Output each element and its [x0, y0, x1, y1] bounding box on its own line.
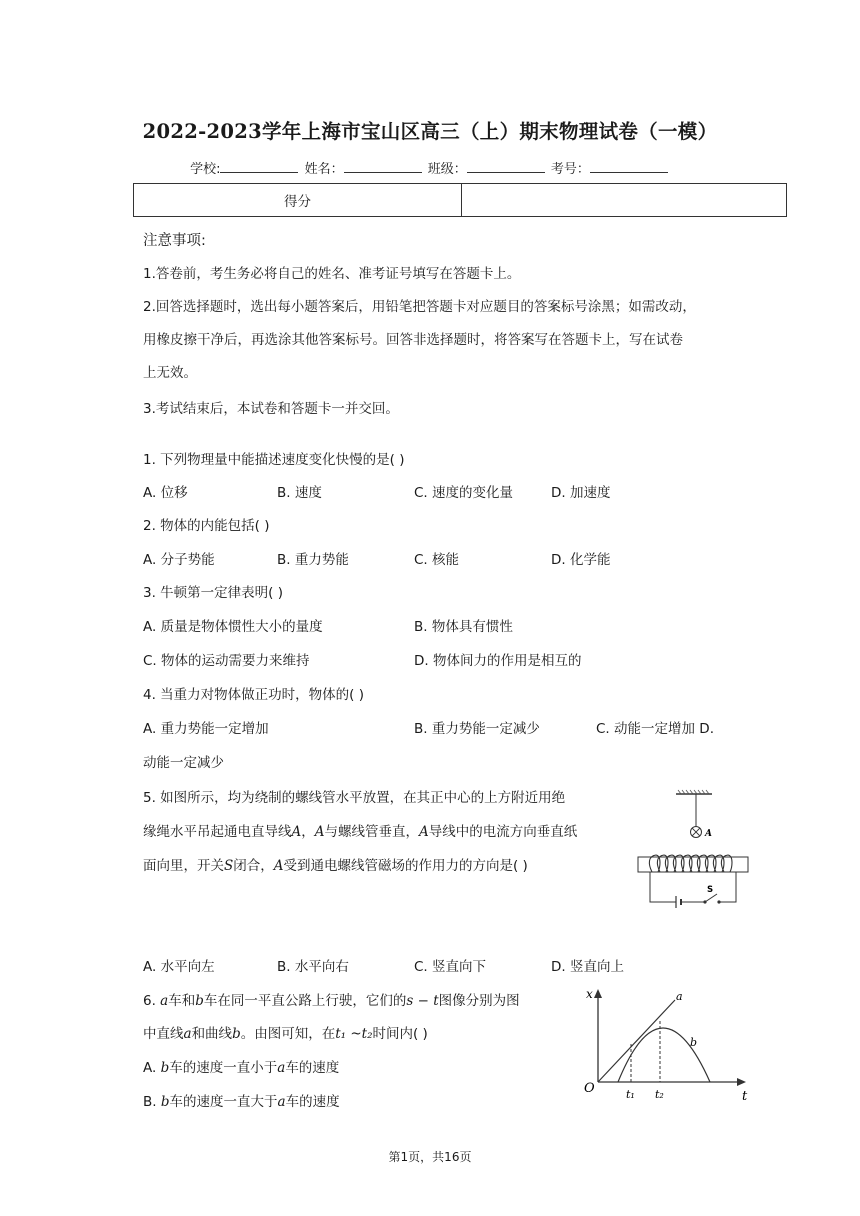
- option-c: C. 动能一定增加 D.: [596, 721, 714, 737]
- question-stem-line: 中直线a和曲线b。由图可知，在t₁ ~t₂时间内( ): [143, 1026, 428, 1042]
- curve-b-label: b: [690, 1036, 698, 1049]
- score-table: [133, 183, 787, 217]
- question-stem: 4. 当重力对物体做正功时，物体的( ): [143, 687, 364, 703]
- option-b: B. 重力势能一定减少: [414, 721, 540, 737]
- school-blank[interactable]: [220, 160, 298, 173]
- option-b: B. 速度: [277, 485, 322, 501]
- score-value-cell[interactable]: [462, 184, 787, 217]
- school-label: 学校:: [190, 162, 221, 177]
- option-a: A. 水平向左: [143, 959, 215, 975]
- notes-heading: 注意事项:: [143, 233, 206, 249]
- note-item: 1.答卷前，考生务必将自己的姓名、准考证号填写在答题卡上。: [143, 266, 521, 282]
- note-item: 2.回答选择题时，选出每小题答案后，用铅笔把答题卡对应题目的答案标号涂黑；如需改动，: [143, 299, 696, 315]
- option-d: 动能一定减少: [143, 755, 224, 771]
- question-stem-line: 缘绳水平吊起通电直导线A，A与螺线管垂直，A导线中的电流方向垂直纸: [143, 824, 578, 840]
- option-d: D. 加速度: [551, 485, 611, 501]
- option-d: D. 物体间力的作用是相互的: [414, 653, 582, 669]
- exam-title: 2022-2023学年上海市宝山区高三（上）期末物理试卷（一模）: [142, 120, 718, 143]
- line-a-label: a: [676, 990, 683, 1003]
- note-item: 3.考试结束后，本试卷和答题卡一并交回。: [143, 401, 399, 417]
- option-a: A. 位移: [143, 485, 188, 501]
- option-a: A. 分子势能: [143, 552, 215, 568]
- origin-label: O: [584, 1081, 595, 1096]
- note-item: 上无效。: [143, 365, 197, 381]
- name-label: 姓名：: [304, 162, 344, 177]
- student-info-line: [0, 158, 860, 177]
- x-axis-label: t: [742, 1089, 748, 1104]
- class-label: 班级：: [427, 162, 467, 177]
- option-b: B. 重力势能: [277, 552, 349, 568]
- option-d: D. 化学能: [551, 552, 611, 568]
- option-c: C. 核能: [414, 552, 460, 568]
- score-label-cell: 得分: [134, 184, 462, 217]
- class-blank[interactable]: [467, 160, 545, 173]
- question-stem-line: 面向里，开关S闭合，A受到通电螺线管磁场的作用力的方向是( ): [143, 858, 528, 874]
- t1-label: t₁: [626, 1088, 635, 1101]
- name-blank[interactable]: [344, 160, 422, 173]
- solenoid-figure: [630, 784, 780, 910]
- question-stem: 5. 如图所示，均为绕制的螺线管水平放置，在其正中心的上方附近用绝: [143, 790, 566, 806]
- wire-label: A: [705, 829, 712, 839]
- st-graph-figure: [580, 984, 760, 1106]
- option-b: B. 物体具有惯性: [414, 619, 513, 635]
- option-b: B. 水平向右: [277, 959, 349, 975]
- y-axis-label: x: [586, 987, 593, 1001]
- number-label: 考号：: [550, 162, 590, 177]
- line-a: [598, 1000, 675, 1082]
- number-blank[interactable]: [590, 160, 668, 173]
- question-stem: 2. 物体的内能包括( ): [143, 518, 270, 534]
- t2-label: t₂: [655, 1088, 664, 1101]
- question-stem: 6. a车和b车在同一平直公路上行驶，它们的s − t图像分别为图: [143, 993, 520, 1009]
- note-item: 用橡皮擦干净后，再选涂其他答案标号。回答非选择题时，将答案写在答题卡上，写在试卷: [143, 332, 683, 348]
- option-a: A. 重力势能一定增加: [143, 721, 269, 737]
- option-c: C. 物体的运动需要力来维持: [143, 653, 310, 669]
- page-footer: 第1页，共16页: [388, 1150, 472, 1164]
- option-c: C. 速度的变化量: [414, 485, 514, 501]
- option-c: C. 竖直向下: [414, 959, 487, 975]
- question-stem: 3. 牛顿第一定律表明( ): [143, 585, 283, 601]
- option-b: B. b车的速度一直大于a车的速度: [143, 1094, 340, 1110]
- question-stem: 1. 下列物理量中能描述速度变化快慢的是( ): [143, 452, 405, 468]
- option-a: A. b车的速度一直小于a车的速度: [143, 1060, 340, 1076]
- option-d: D. 竖直向上: [551, 959, 624, 975]
- switch-label: S: [707, 885, 714, 895]
- option-a: A. 质量是物体惯性大小的量度: [143, 619, 323, 635]
